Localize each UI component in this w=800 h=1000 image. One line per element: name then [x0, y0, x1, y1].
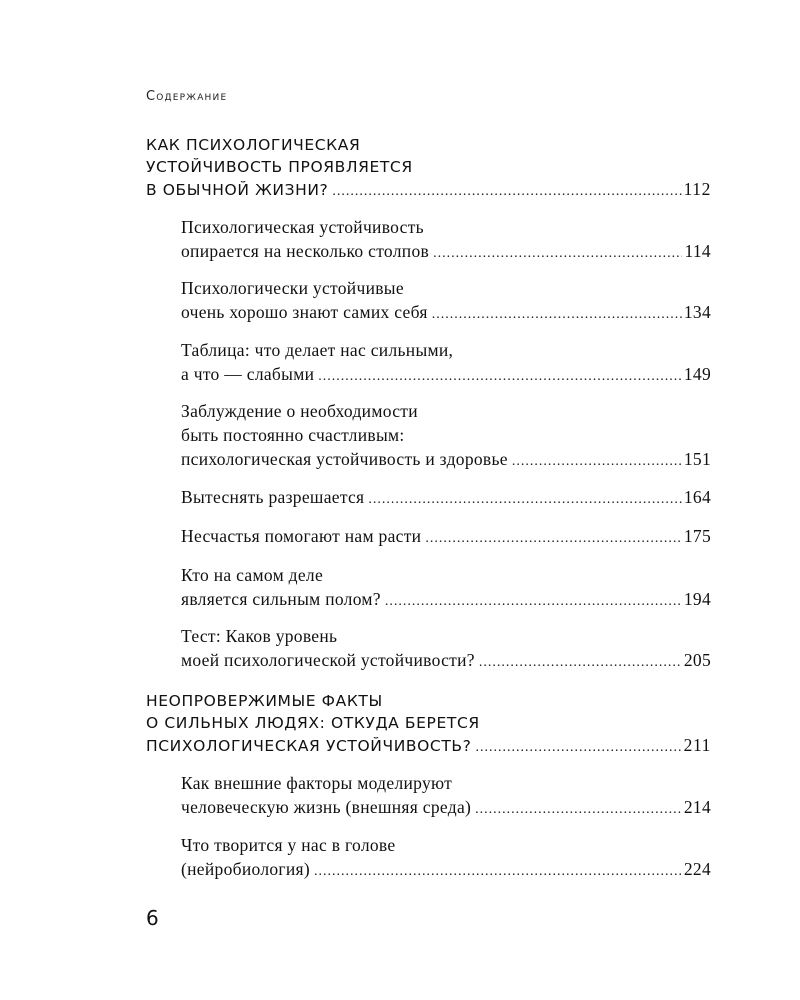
section-title-last-line	[146, 734, 711, 756]
dot-leader	[475, 737, 681, 759]
toc-subsection-entry[interactable]	[181, 338, 711, 386]
subsection-title-line: Таблица: что делает нас сильными,	[181, 340, 454, 360]
subsection-title-line: Психологическая устойчивость	[181, 217, 424, 237]
subsection-title-last-line	[181, 300, 711, 324]
subsection-title-line: быть постоянно счастливым:	[181, 425, 405, 445]
dot-leader	[332, 181, 681, 203]
dot-leader	[475, 798, 682, 822]
subsection-title-line: человеческую жизнь (внешняя среда)	[181, 797, 472, 817]
toc-subsection-entry[interactable]	[181, 624, 711, 672]
section-title-line: ПСИХОЛОГИЧЕСКАЯ УСТОЙЧИВОСТЬ?	[146, 737, 472, 755]
subsection-title-line: а что — слабыми	[181, 364, 315, 384]
dot-leader	[368, 488, 681, 512]
subsection-title-line: Что творится у нас в голове	[181, 835, 396, 855]
subsection-title-line: опирается на несколько столпов	[181, 241, 430, 261]
toc-section-entry[interactable]	[146, 134, 711, 200]
subsection-title-last-line	[181, 485, 711, 509]
page-number: 151	[683, 449, 711, 469]
section-title-line: НЕОПРОВЕРЖИМЫЕ ФАКТЫ	[146, 692, 383, 710]
section-title-last-line	[146, 178, 711, 200]
toc-subsection-entry[interactable]	[181, 215, 711, 263]
dot-leader	[512, 450, 682, 474]
toc-subsection-entry[interactable]	[181, 399, 711, 471]
toc-subsection-entry[interactable]	[181, 276, 711, 324]
dot-leader	[479, 651, 682, 675]
page-number: 112	[683, 179, 711, 199]
toc-subsection-entry[interactable]	[181, 771, 711, 819]
subsection-title-line: Психологически устойчивые	[181, 278, 404, 298]
subsection-title-line: является сильным полом?	[181, 589, 381, 609]
subsection-title-last-line	[181, 362, 711, 386]
toc-subsection-entry[interactable]	[181, 833, 711, 881]
subsection-title-line: Тест: Каков уровень	[181, 626, 338, 646]
subsection-title-line: Кто на самом деле	[181, 565, 324, 585]
subsection-title-line: Как внешние факторы моделируют	[181, 773, 453, 793]
page-number: 164	[683, 487, 711, 507]
section-title-line: КАК ПСИХОЛОГИЧЕСКАЯ	[146, 136, 361, 154]
page-number: 224	[683, 859, 711, 879]
subsection-title-line: (нейробиология)	[181, 859, 311, 879]
subsection-title-last-line	[181, 648, 711, 672]
subsection-title-line: Несчастья помогают нам расти	[181, 526, 422, 546]
toc-section-entry[interactable]	[146, 690, 711, 756]
page-number: 214	[683, 797, 711, 817]
subsection-title-line: Вытеснять разрешается	[181, 487, 365, 507]
page-number: 211	[683, 735, 711, 755]
subsection-title-last-line	[181, 857, 711, 881]
page-folio-number: 6	[146, 906, 159, 930]
toc-subsection-entry[interactable]	[181, 563, 711, 611]
subsection-title-last-line	[181, 447, 711, 471]
dot-leader	[385, 590, 682, 614]
subsection-title-last-line	[181, 524, 711, 548]
page-number: 149	[683, 364, 711, 384]
dot-leader	[425, 527, 682, 551]
dot-leader	[433, 242, 682, 266]
subsection-title-last-line	[181, 239, 711, 263]
section-title-line: УСТОЙЧИВОСТЬ ПРОЯВЛЯЕТСЯ	[146, 158, 413, 176]
section-title-line: В ОБЫЧНОЙ ЖИЗНИ?	[146, 181, 329, 199]
subsection-title-last-line	[181, 795, 711, 819]
dot-leader	[432, 303, 682, 327]
page-number: 205	[683, 650, 711, 670]
section-title-line: О СИЛЬНЫХ ЛЮДЯХ: ОТКУДА БЕРЕТСЯ	[146, 714, 480, 732]
page-number: 194	[683, 589, 711, 609]
subsection-title-line: очень хорошо знают самих себя	[181, 302, 428, 322]
page-number: 175	[683, 526, 711, 546]
toc-subsection-entry[interactable]	[181, 485, 711, 509]
subsection-title-line: Заблуждение о необходимости	[181, 401, 418, 421]
subsection-title-line: моей психологической устойчивости?	[181, 650, 475, 670]
page-number: 114	[684, 241, 711, 261]
running-head: Содержание	[146, 89, 228, 104]
page-number: 134	[683, 302, 711, 322]
subsection-title-last-line	[181, 587, 711, 611]
dot-leader	[318, 365, 682, 389]
toc-subsection-entry[interactable]	[181, 524, 711, 548]
subsection-title-line: психологическая устойчивость и здоровье	[181, 449, 508, 469]
dot-leader	[314, 860, 682, 884]
